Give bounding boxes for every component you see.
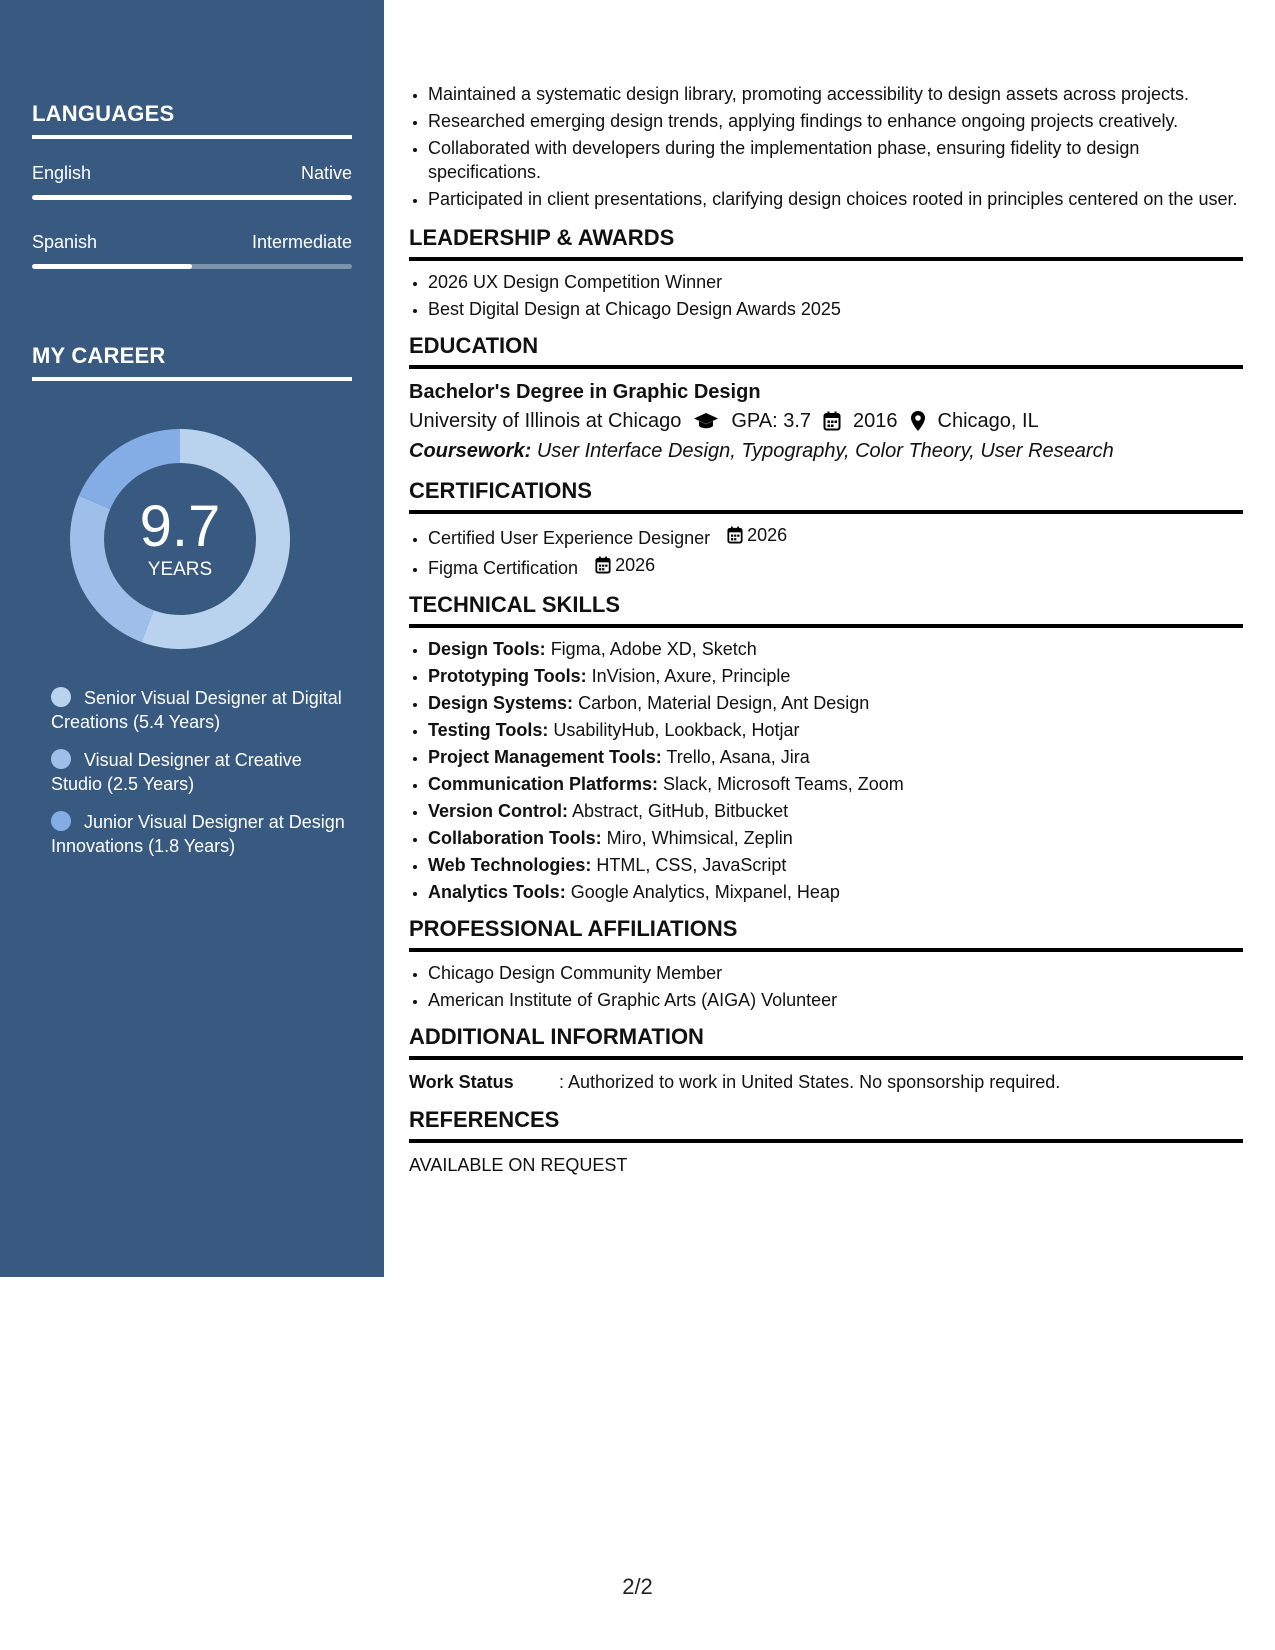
- skill-value: Trello, Asana, Jira: [666, 747, 810, 767]
- language-row-english: [32, 163, 352, 184]
- career-total-unit: YEARS: [147, 559, 213, 580]
- skill-label: Design Tools:: [428, 639, 546, 659]
- education-degree: Bachelor's Degree in Graphic Design: [409, 381, 761, 403]
- experience-bullet: • Researched emerging design trends, applying findings to enhance ongoing projects creatively.: [428, 109, 1243, 133]
- page-number: 2/2: [622, 1574, 653, 1599]
- leadership-list: [409, 270, 1243, 321]
- skills-title: TECHNICAL SKILLS: [409, 592, 1243, 628]
- language-level: Native: [300, 163, 352, 183]
- affiliations-title: PROFESSIONAL AFFILIATIONS: [409, 916, 1243, 952]
- language-level: Intermediate: [251, 232, 352, 252]
- skill-value: InVision, Axure, Principle: [591, 666, 791, 686]
- map-pin-icon: [910, 410, 926, 432]
- skill-item: [428, 664, 1243, 688]
- work-status-value: : Authorized to work in United States. No sponsorship required.: [559, 1072, 1061, 1092]
- career-dot: [51, 687, 71, 707]
- career-item: [51, 686, 351, 734]
- education-title: EDUCATION: [409, 333, 1243, 369]
- skills-list: [409, 637, 1243, 904]
- career-item-label: Senior Visual Designer at Digital Creations (5.4 Years): [51, 688, 342, 732]
- experience-bullet: • Participated in client presentations, clarifying design choices rooted in principles centered on the user.: [428, 187, 1243, 211]
- education-year: 2016: [853, 410, 898, 432]
- experience-bullet: • Maintained a systematic design library, promoting accessibility to design assets across projects.: [428, 82, 1243, 106]
- skill-value: HTML, CSS, JavaScript: [596, 855, 787, 875]
- skill-item: [428, 637, 1243, 661]
- skill-value: Google Analytics, Mixpanel, Heap: [570, 882, 840, 902]
- coursework-text: User Interface Design, Typography, Color Theory, User Research: [536, 440, 1114, 462]
- leadership-title: LEADERSHIP & AWARDS: [409, 225, 1243, 261]
- career-heading: MY CAREER: [32, 343, 352, 381]
- certification-name: Certified User Experience Designer: [428, 528, 711, 548]
- language-row-spanish: [32, 232, 352, 253]
- career-list: [51, 686, 351, 872]
- skill-item: [428, 772, 1243, 796]
- skill-item: [428, 691, 1243, 715]
- skill-label: Prototyping Tools:: [428, 666, 587, 686]
- skill-value: Carbon, Material Design, Ant Design: [578, 693, 870, 713]
- skill-label: Collaboration Tools:: [428, 828, 602, 848]
- certification-year-text: 2026: [747, 525, 788, 545]
- certifications-title: CERTIFICATIONS: [409, 478, 1243, 514]
- skill-value: Miro, Whimsical, Zeplin: [606, 828, 793, 848]
- certification-year-text: 2026: [615, 555, 656, 575]
- donut-center: [65, 424, 295, 654]
- sidebar: [0, 0, 384, 1277]
- career-total-value: 9.7: [139, 494, 221, 559]
- education-meta: [409, 406, 1243, 436]
- certification-name: Figma Certification: [428, 558, 579, 578]
- experience-bullet: • Collaborated with developers during the implementation phase, ensuring fidelity to design specifications.: [428, 136, 1243, 184]
- skill-value: UsabilityHub, Lookback, Hotjar: [553, 720, 800, 740]
- career-dot: [51, 749, 71, 769]
- certification-year: [595, 553, 655, 577]
- skill-value: Abstract, GitHub, Bitbucket: [572, 801, 789, 821]
- certification-item: [428, 553, 1243, 580]
- affiliations-list: [409, 961, 1243, 1012]
- work-status-row: [409, 1069, 1243, 1095]
- language-name: English: [32, 163, 92, 183]
- skill-item: [428, 718, 1243, 742]
- references-text: AVAILABLE ON REQUEST: [409, 1155, 628, 1175]
- career-item-label: Junior Visual Designer at Design Innovations (1.8 Years): [51, 812, 345, 856]
- career-donut-chart: [65, 424, 295, 654]
- career-item-label: Visual Designer at Creative Studio (2.5 Years): [51, 750, 302, 794]
- additional-info-title: ADDITIONAL INFORMATION: [409, 1024, 1243, 1060]
- career-item: [51, 748, 351, 796]
- coursework-label: Coursework:: [409, 440, 532, 462]
- skill-item: [428, 799, 1243, 823]
- skill-item: [428, 880, 1243, 904]
- work-status-label: Work Status: [409, 1072, 514, 1092]
- certification-item: [428, 523, 1243, 550]
- education-coursework: [409, 436, 1243, 466]
- affiliation-item: • Chicago Design Community Member: [428, 961, 1243, 985]
- career-dot: [51, 811, 71, 831]
- skill-label: Design Systems:: [428, 693, 574, 713]
- skill-label: Version Control:: [428, 801, 569, 821]
- language-bar-fill: [32, 264, 192, 269]
- references-title: REFERENCES: [409, 1107, 1243, 1143]
- language-name: Spanish: [32, 232, 98, 252]
- skill-item: [428, 826, 1243, 850]
- language-bar-spanish: [32, 264, 352, 269]
- skill-label: Web Technologies:: [428, 855, 592, 875]
- affiliation-item: • American Institute of Graphic Arts (AIGA) Volunteer: [428, 988, 1243, 1012]
- calendar-icon: [595, 556, 611, 574]
- skill-label: Analytics Tools:: [428, 882, 566, 902]
- education-location: Chicago, IL: [937, 410, 1039, 432]
- education-gpa: GPA: 3.7: [731, 410, 812, 432]
- certification-year: [727, 523, 787, 547]
- calendar-icon: [823, 411, 841, 431]
- graduation-cap-icon: [693, 411, 719, 431]
- skill-label: Testing Tools:: [428, 720, 549, 740]
- leadership-item: • 2026 UX Design Competition Winner: [428, 270, 1243, 294]
- certifications-list: [409, 523, 1243, 580]
- calendar-icon: [727, 526, 743, 544]
- skill-value: Slack, Microsoft Teams, Zoom: [663, 774, 904, 794]
- language-bar-fill: [32, 195, 352, 200]
- skill-item: [428, 745, 1243, 769]
- skill-value: Figma, Adobe XD, Sketch: [550, 639, 757, 659]
- leadership-item: • Best Digital Design at Chicago Design Awards 2025: [428, 297, 1243, 321]
- languages-heading: LANGUAGES: [32, 101, 352, 139]
- skill-label: Communication Platforms:: [428, 774, 659, 794]
- education-school: University of Illinois at Chicago: [409, 410, 682, 432]
- experience-bullets: [409, 82, 1243, 211]
- skill-item: [428, 853, 1243, 877]
- main-content: [409, 82, 1243, 1178]
- career-item: [51, 810, 351, 858]
- skill-label: Project Management Tools:: [428, 747, 662, 767]
- language-bar-english: [32, 195, 352, 200]
